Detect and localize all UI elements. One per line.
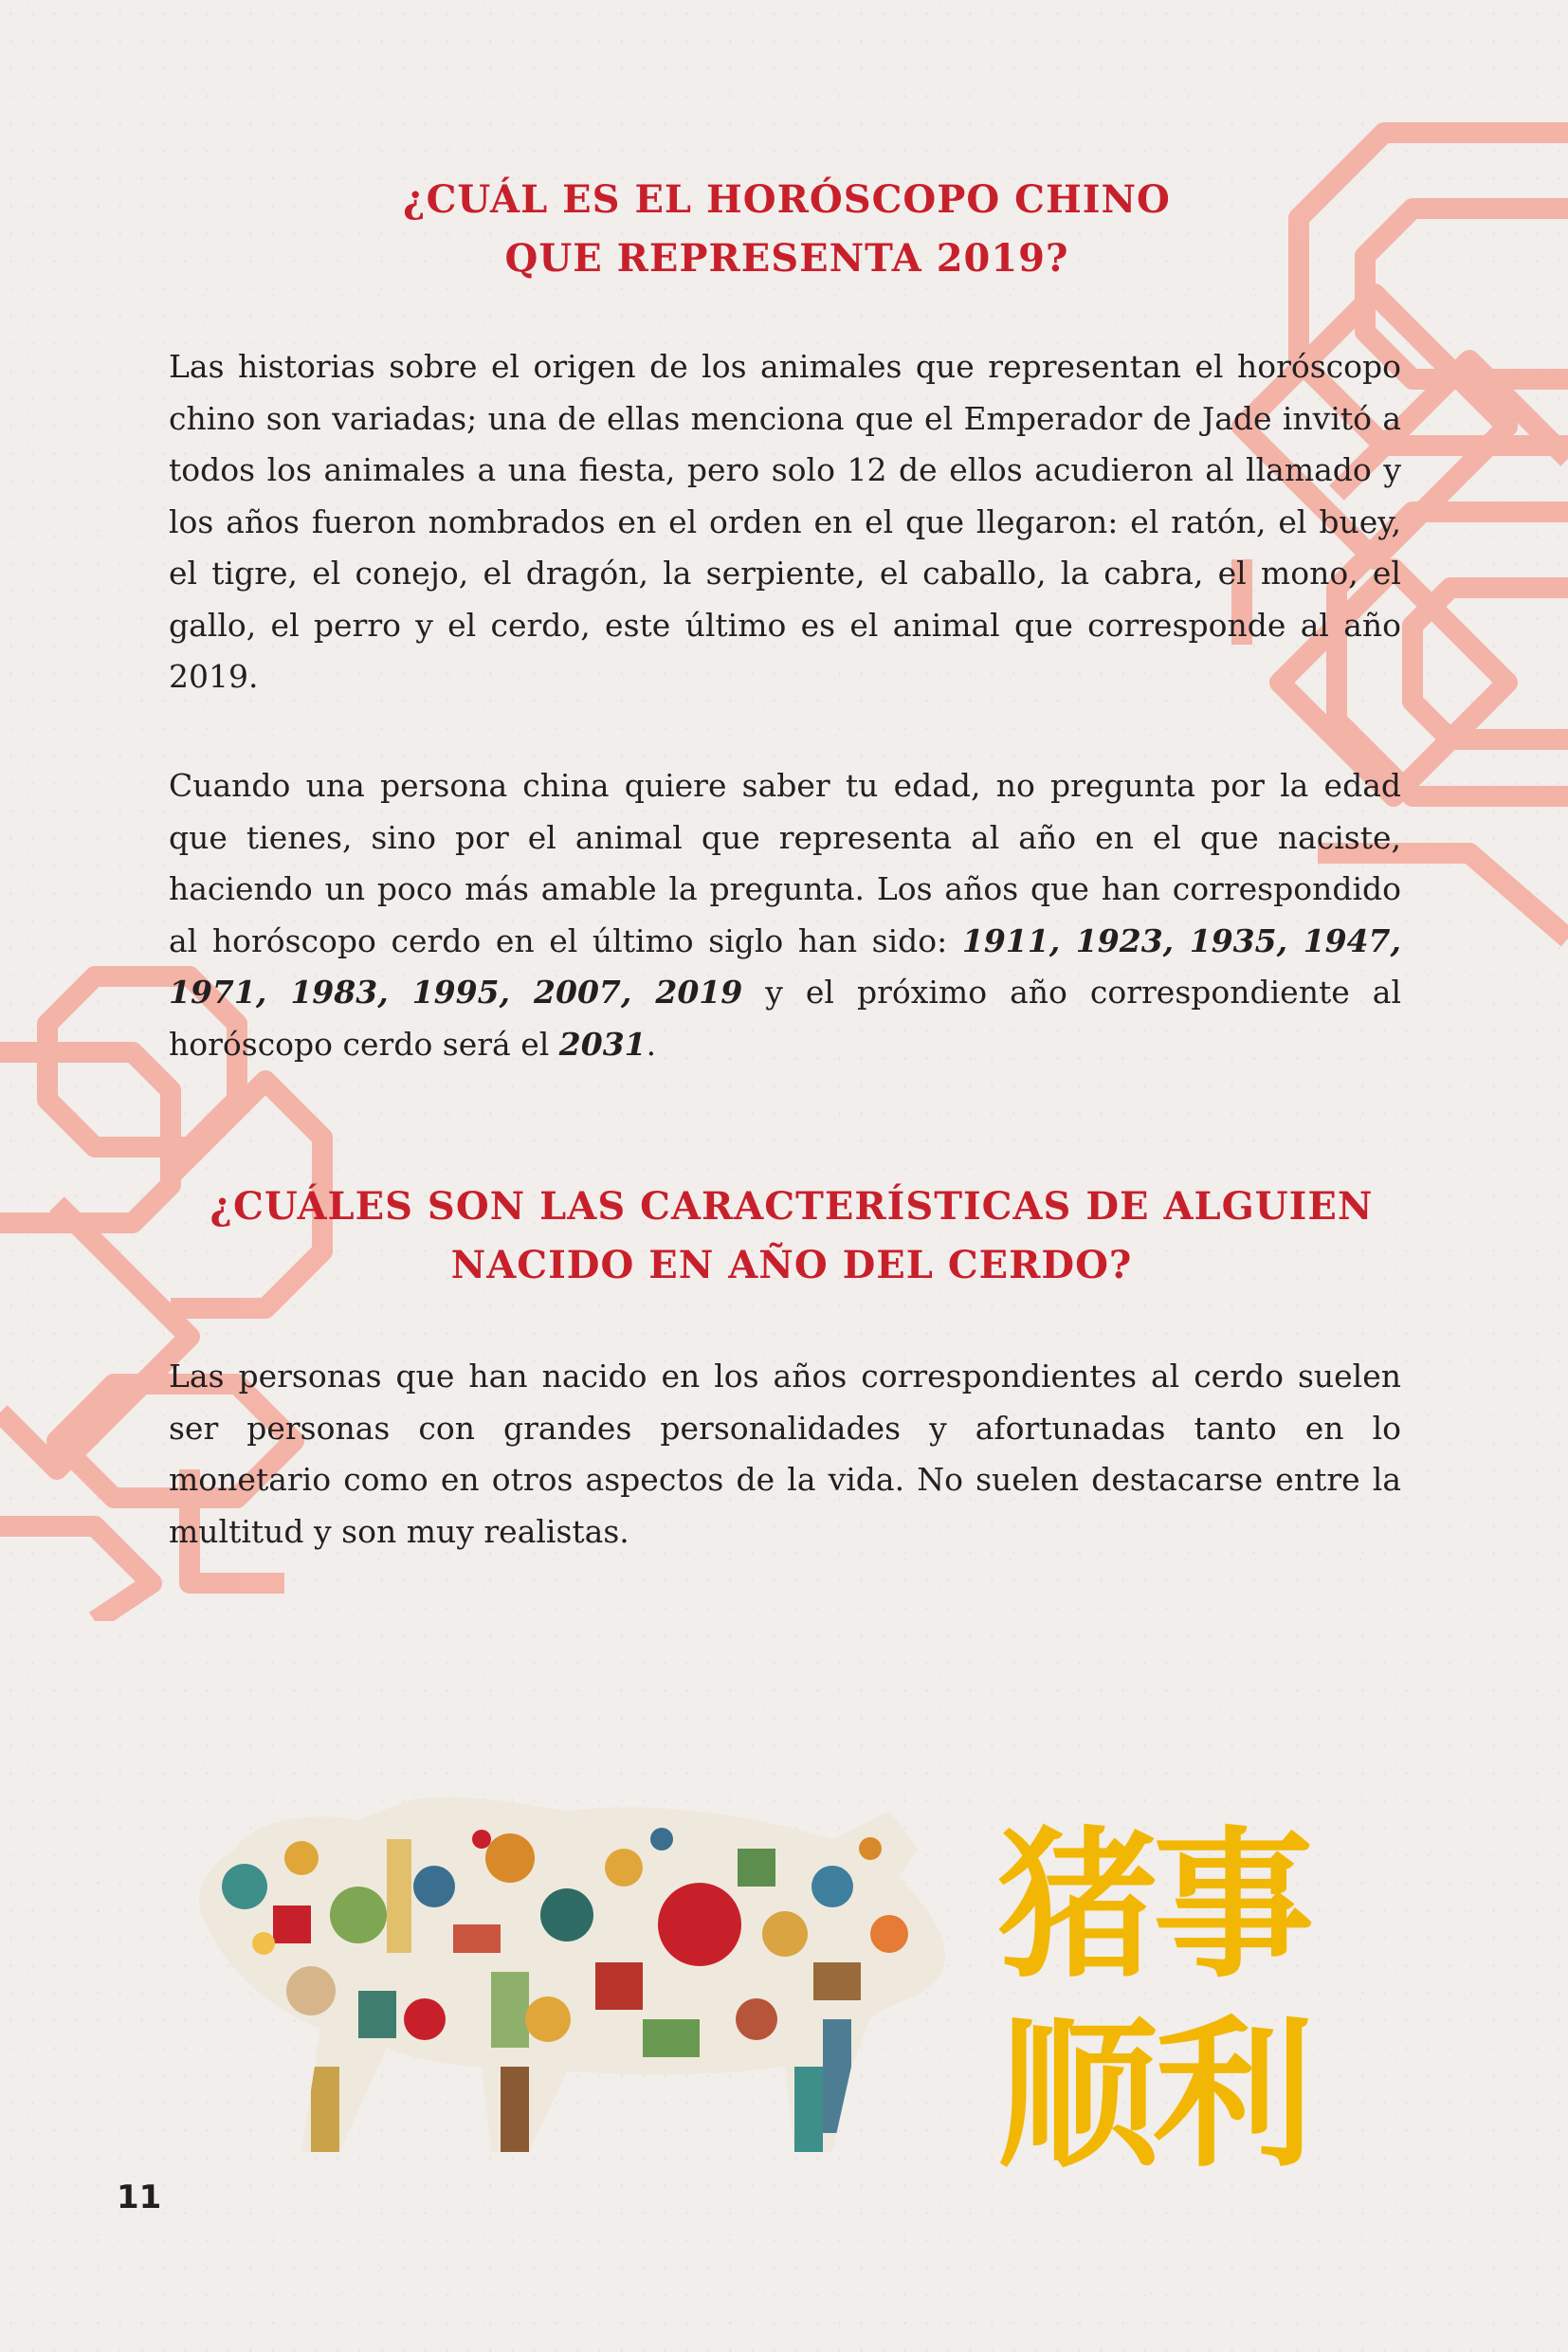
paragraph-origin: Las historias sobre el origen de los animales que representan el horóscopo chino son variadas; una de ellas menciona que el Emperador de Jade invitó a todos los animales a una fiesta, pero solo 12 de ellos acudieron al llamado y los años fueron nombrados en el orden en el que llegaron: el ratón, el buey, el tigre, el conejo, el dragón, la serpiente, el caballo, la cabra, el mono, el gallo, el perro y el cerdo, este último es el animal que corresponde al año 2019. — [169, 348, 1401, 695]
chinese-calligraphy — [997, 1811, 1414, 2190]
paragraph-pig-years — [169, 760, 1401, 1070]
heading-line: QUE REPRESENTA 2019? — [504, 236, 1069, 281]
paragraph-text: y el próximo año correspondiente al horóscopo cerdo será el — [169, 974, 1401, 1063]
heading-line: ¿CUÁL ES EL HORÓSCOPO CHINO — [403, 177, 1171, 222]
calligraphy-text: 猪事顺利 — [997, 1811, 1309, 2190]
heading-line: ¿CUÁLES SON LAS CARACTERÍSTICAS DE ALGUIEN — [210, 1184, 1374, 1229]
heading-line: NACIDO EN AÑO DEL CERDO? — [450, 1243, 1133, 1287]
paragraph-text: . — [646, 1025, 657, 1063]
section-heading-characteristics — [156, 1177, 1427, 1295]
pig-years: 1911, 1923, 1935, 1947, 1971, 1983, 1995, 2007, 2019 — [169, 921, 1401, 1011]
paragraph-text: Cuando una persona china quiere saber tu edad, no pregunta por la edad que tienes, sino por el animal que representa al año en el que naciste, haciendo un poco más amable la pregunta. Los años que han correspondido al horóscopo cerdo en el último siglo han sido: — [169, 767, 1401, 959]
paragraph-characteristics: Las personas que han nacido en los años correspondientes al cerdo suelen ser personas con grandes personalidades y afortunadas tanto en lo monetario como en otros aspectos de la vida. No suelen destacarse entre la multitud y son muy realistas. — [169, 1358, 1401, 1550]
pig-collage-illustration — [169, 1782, 984, 2161]
next-pig-year: 2031 — [558, 1025, 647, 1063]
section-heading-2019 — [152, 171, 1422, 288]
page-number: 11 — [117, 2179, 162, 2216]
